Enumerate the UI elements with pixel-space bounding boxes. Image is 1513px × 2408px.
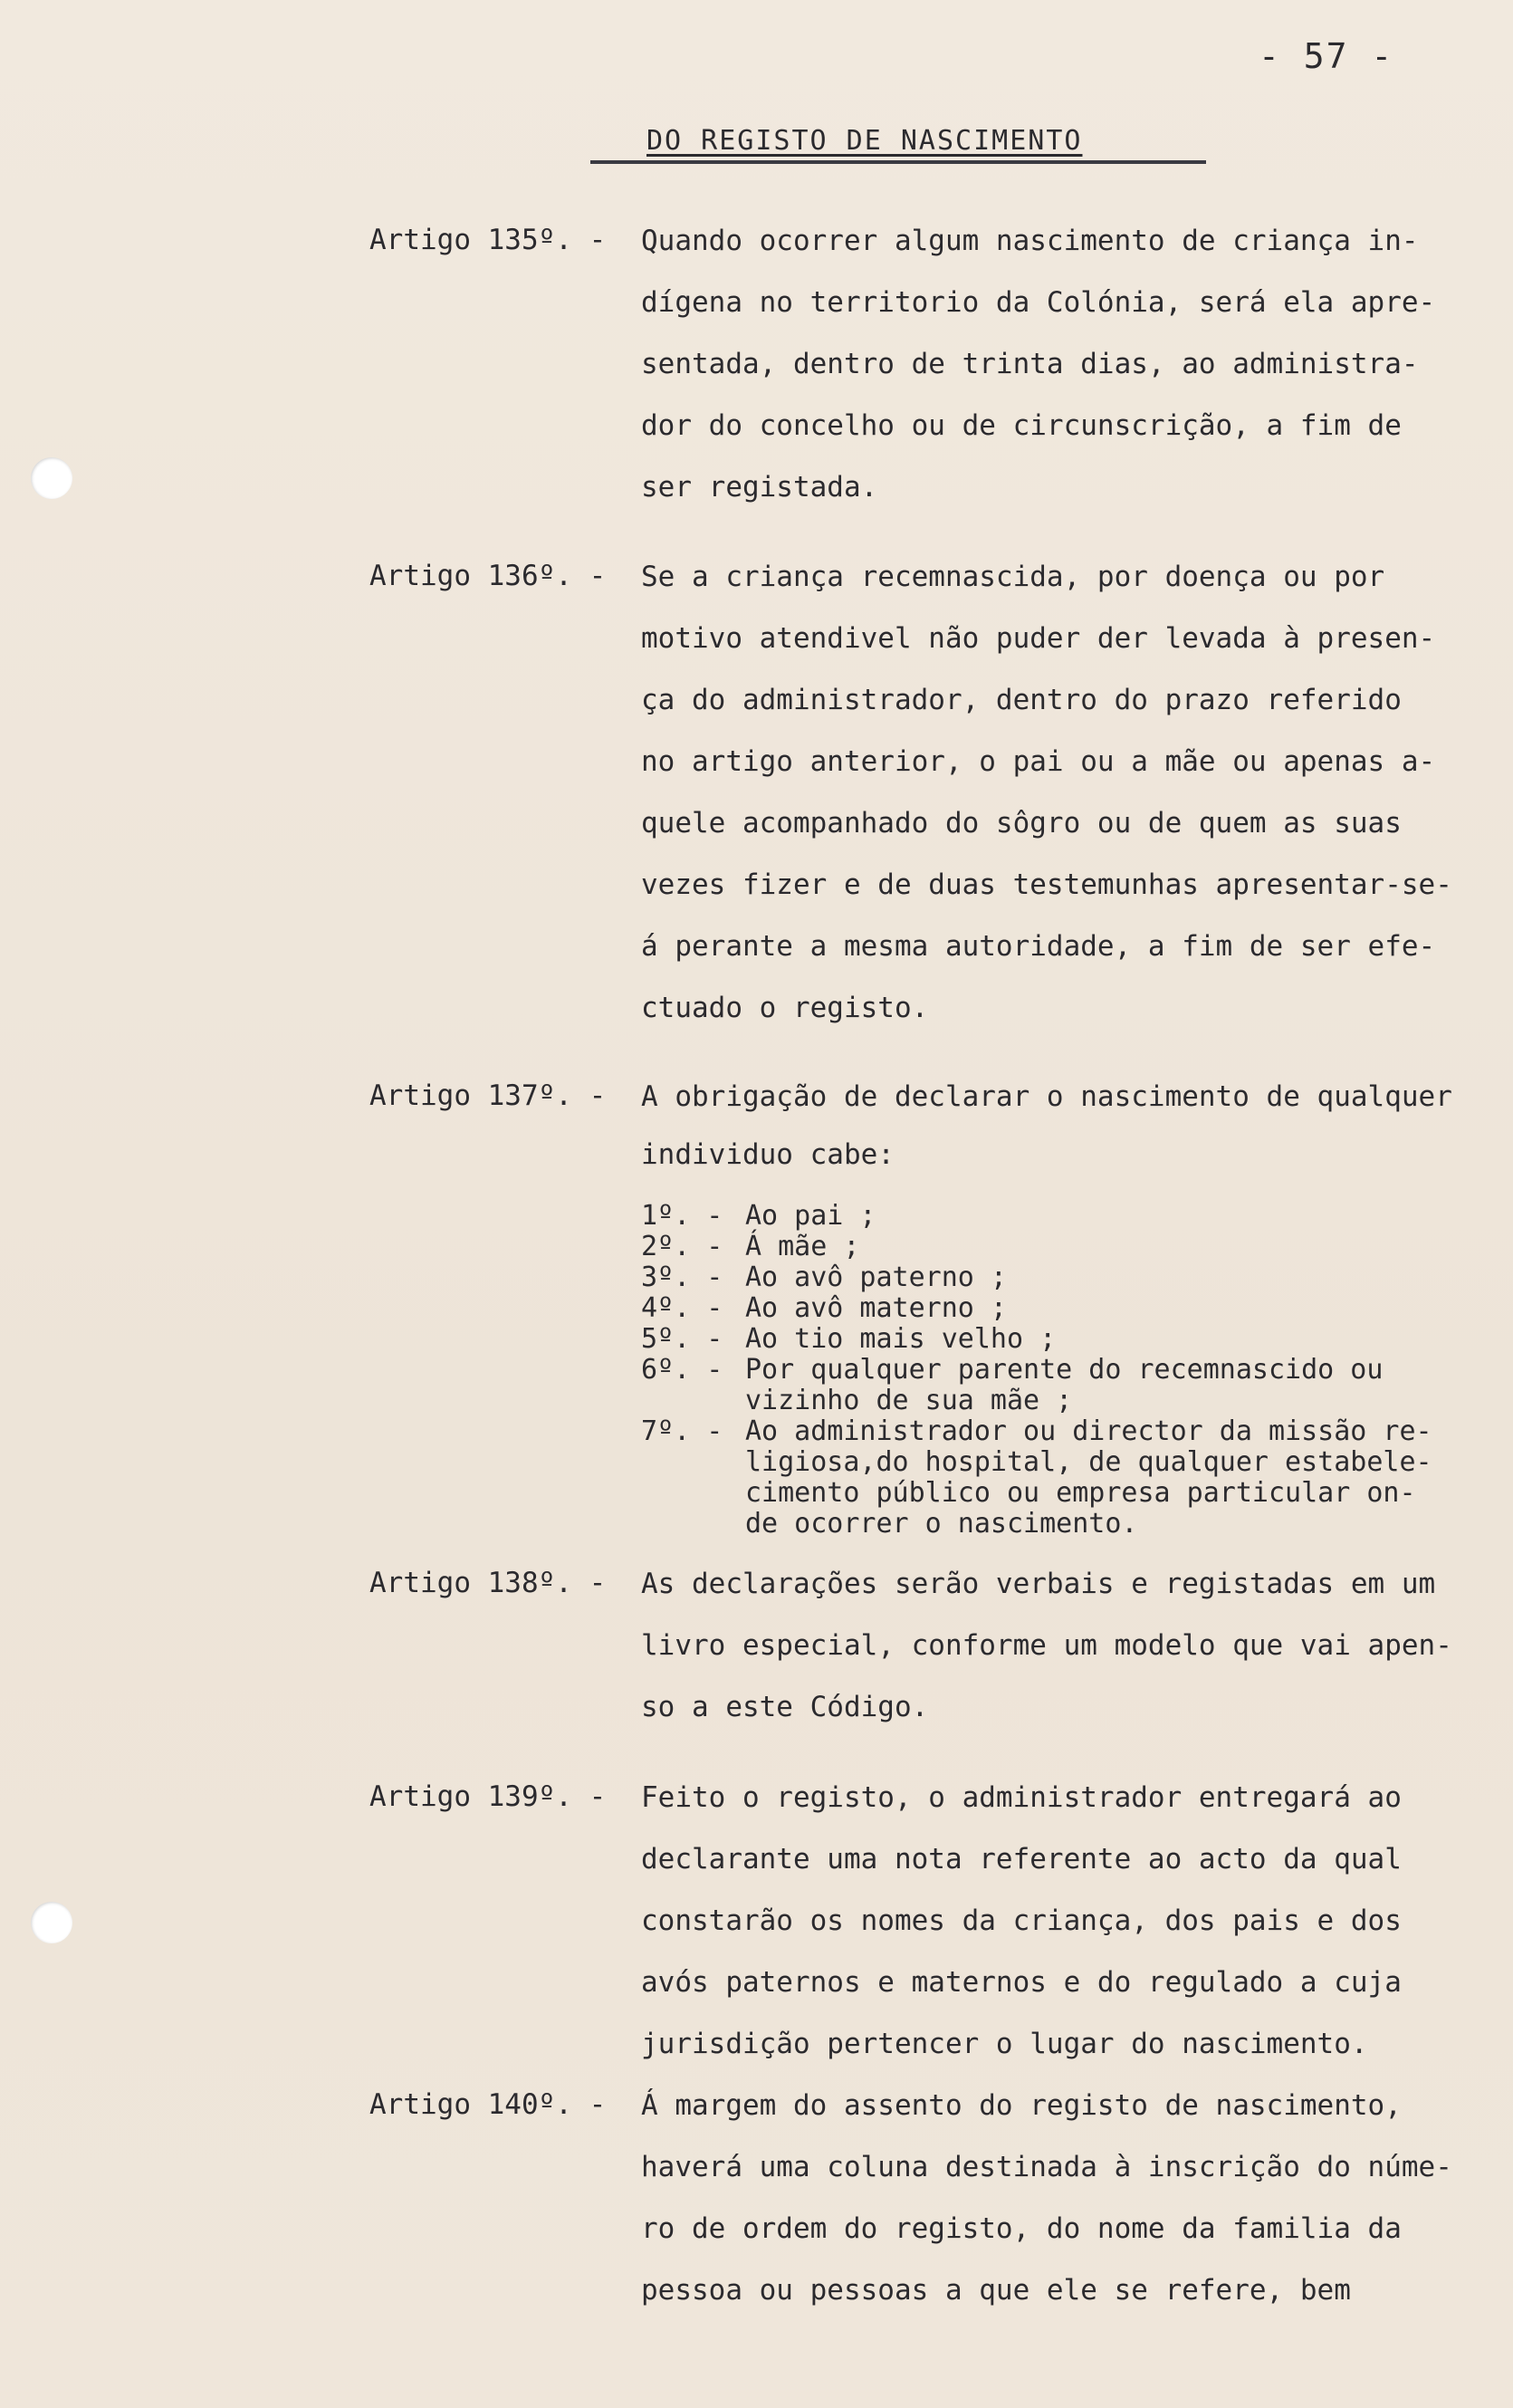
text-line: Se a criança recemnascida, por doença ou por [641,561,1385,593]
text-line: A obrigação de declarar o nascimento de qualquer [641,1080,1452,1113]
article-body [641,1079,1510,1199]
text-line: motivo atendivel não puder der levada à presen- [641,622,1436,655]
article-label: Artigo 138º. - [369,1567,607,1599]
article-label: Artigo 135º. - [369,224,607,256]
text-line: Á margem do assento do registo de nascimento, [641,2089,1402,2122]
text-line: so a este Código. [641,1691,929,1723]
text-line: jurisdição pertencer o lugar do nascimento. [641,2028,1368,2060]
list-item: 1º. - Ao pai ; [641,1200,876,1232]
list-item: 7º. - Ao administrador ou director da missão re- ligiosa,do hospital, de qualquer estabele- cimento público ou empresa particular on- de ocorrer o nascimento. [641,1415,1432,1540]
text-line: livro especial, conforme um modelo que vai apen- [641,1629,1452,1662]
text-line: ctuado o registo. [641,992,929,1024]
page-number: - 57 - [1259,36,1394,76]
text-line: ça do administrador, dentro do prazo referido [641,684,1402,716]
text-line: pessoa ou pessoas a que ele se refere, bem [641,2274,1351,2307]
text-line: declarante uma nota referente ao acto da qual [641,1843,1402,1876]
list-item: 4º. - Ao avô materno ; [641,1292,1007,1324]
text-line: vezes fizer e de duas testemunhas apresentar-se- [641,868,1452,901]
list-item: 5º. - Ao tio mais velho ; [641,1323,1057,1355]
text-line: haverá uma coluna destinada à inscrição do núme- [641,2151,1452,2183]
list-item: 3º. - Ao avô paterno ; [641,1262,1007,1293]
article-label: Artigo 136º. - [369,560,607,592]
article-body [641,1567,1510,1751]
article-label: Artigo 137º. - [369,1079,607,1112]
text-line: ro de ordem do registo, do nome da familia da [641,2212,1402,2245]
list-item: 2º. - Á mãe ; [641,1231,860,1262]
text-line: ser registada. [641,471,878,504]
article-label: Artigo 140º. - [369,2088,607,2121]
text-line: sentada, dentro de trinta dias, ao administra- [641,348,1419,380]
section-heading: DO REGISTO DE NASCIMENTO [590,125,1206,164]
article-body [641,1780,1510,2088]
article-body [641,560,1510,1052]
article-label: Artigo 139º. - [369,1780,607,1813]
article-body [641,2088,1510,2335]
text-line: individuo cabe: [641,1138,895,1171]
enumeration-list [641,1201,1510,1540]
text-line: As declarações serão verbais e registadas em um [641,1568,1436,1600]
text-line: Quando ocorrer algum nascimento de criança in- [641,225,1419,257]
text-line: dígena no territorio da Colónia, será ela apre- [641,286,1436,319]
punch-hole [31,457,72,499]
list-item: 6º. - Por qualquer parente do recemnascido ou vizinho de sua mãe ; [641,1354,1384,1416]
text-line: no artigo anterior, o pai ou a mãe ou apenas a- [641,745,1436,778]
article-body [641,224,1510,532]
text-line: constarão os nomes da criança, dos pais e dos [641,1904,1402,1937]
text-line: Feito o registo, o administrador entregará ao [641,1781,1402,1814]
text-line: quele acompanhado do sôgro ou de quem as suas [641,807,1402,839]
text-line: avós paternos e maternos e do regulado a cuja [641,1966,1402,1999]
text-line: dor do concelho ou de circunscrição, a fim de [641,409,1402,442]
punch-hole [31,1902,72,1943]
text-line: á perante a mesma autoridade, a fim de ser efe- [641,930,1436,963]
